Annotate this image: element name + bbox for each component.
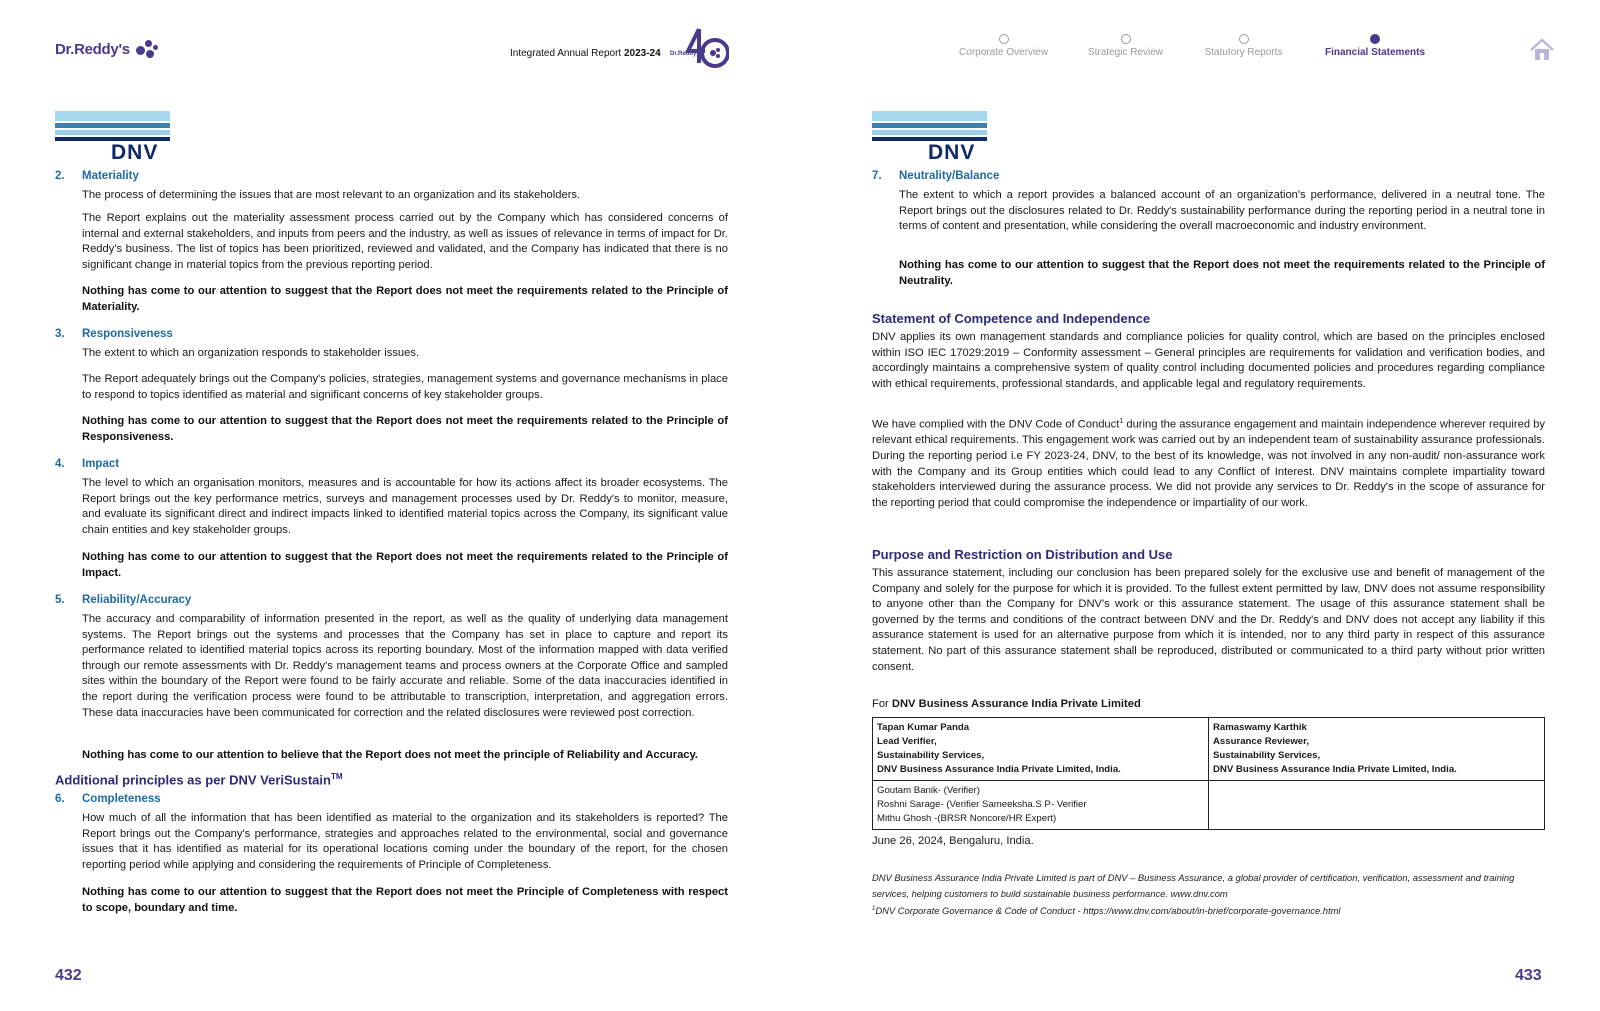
- empty-cell: [1209, 781, 1545, 830]
- dnv-logo: DNV: [55, 111, 170, 163]
- date-place: June 26, 2024, Bengaluru, India.: [872, 835, 1034, 847]
- competence-heading: Statement of Competence and Independence: [872, 311, 1151, 326]
- conclusion: Nothing has come to our attention to suggest that the Report does not meet the requirements related to the Principle of Impact.: [82, 551, 728, 579]
- conclusion: Nothing has come to our attention to suggest that the Report does not meet the requirements related to the Principle of Neutrality.: [899, 259, 1545, 287]
- paragraph: The accuracy and comparability of information presented in the report, as well as the quality of underlying data management systems. The Report brings out the systems and processes that the Company has set in place to capture and report its performance related to identified material topics across its reporting boundary. Most of the information mapped with data verified through our remote assessments with Dr. Reddy's management teams and process owners at the Corporate Office and sampled sites within the boundary of the Report were found to be fairly accurate and reliable. Some of the data inaccuracies identified in the report during the verification process were found to be attributable to transcription, interpretation, and aggregation errors. These data inaccuracies have been communicated for correction and the related disclosures were reviewed post correction.: [82, 613, 728, 719]
- brand-dots-icon: [134, 38, 160, 60]
- section-title-responsiveness: Responsiveness: [82, 328, 173, 340]
- page-number-left: 432: [55, 967, 82, 984]
- for-company-line: For DNV Business Assurance India Private Limited: [872, 698, 1141, 710]
- anniversary-logo-text: Dr.Reddy's: [670, 51, 702, 57]
- signatory-assurance-reviewer: Ramaswamy Karthik Assurance Reviewer, Sustainability Services, DNV Business Assurance India Private Limited, India.: [1209, 718, 1545, 781]
- nav-dot-active-icon: [1370, 34, 1380, 44]
- paragraph: The process of determining the issues that are most relevant to an organization and its stakeholders.: [82, 189, 581, 201]
- paragraph: The extent to which a report provides a balanced account of an organization's performance, delivered in a neutral tone. The Report brings out the disclosures related to Dr. Reddy's sustainability performance during the reporting period in a neutral tone in terms of content and presentation, while considering the overall macroeconomic and industry environment.: [899, 189, 1545, 233]
- brand-name: Dr.Reddy's: [55, 40, 130, 58]
- section-title-materiality: Materiality: [82, 170, 139, 182]
- brand-logo[interactable]: [55, 38, 160, 60]
- section-number: 7.: [872, 170, 882, 182]
- paragraph: We have complied with the DNV Code of Conduct$^1$ during the assurance engagement and maintain independence wherever required by relevant ethical requirements. This engagement work was carried out by an independent team of sustainability assurance professionals. During the reporting period i.e FY 2023-24, DNV, to the best of its knowledge, was not involved in any non-audit/ non-assurance work with the Company and its Group entities which could lead to any Conflict of Interest. DNV maintains complete impartiality toward stakeholders interviewed during the assurance process. We did not provide any services to Dr. Reddy's in the scope of assurance for the reporting period that could compromise the independence or impartiality of our work.: [872, 418, 1545, 509]
- section-number: 3.: [55, 328, 65, 340]
- section-number: 4.: [55, 458, 65, 470]
- paragraph: This assurance statement, including our conclusion has been prepared solely for the exclusive use and benefit of management of the Company and solely for the purpose for which it is provided. To the fullest extent permitted by law, DNV does not assume responsibility to anyone other than the Company for DNV's work or this assurance statement. The usage of this assurance statement shall be governed by the terms and conditions of the contract between DNV and the Dr. Reddy's and DNV does not accept any liability if this assurance statement is used for an alternative purpose from which it is intended, nor to any third party in respect of this assurance statement. No part of this assurance statement shall be reproduced, distributed or communicated to a third party without prior written consent.: [872, 567, 1545, 673]
- section-title-impact: Impact: [82, 458, 120, 470]
- dnv-logo: DNV: [872, 111, 987, 163]
- conclusion: Nothing has come to our attention to suggest that the Report does not meet the requirements related to the Principle of Materiality.: [82, 285, 728, 313]
- report-title: Integrated Annual Report 2023-24: [510, 48, 661, 59]
- page-number-right: 433: [1515, 967, 1542, 984]
- nav-dot-icon: [999, 34, 1009, 44]
- paragraph: The Report explains out the materiality assessment process carried out by the Company which has considered concerns of internal and external stakeholders, and inputs from peers and the industry, as well as issues of relevance in terms of impact for Dr. Reddy's business. The list of topics has been prioritized, reviewed and validated, and the Company has indicated that there is no significant change in material topics from the previous reporting period.: [82, 212, 728, 271]
- nav-financial-statements[interactable]: Financial Statements: [1310, 34, 1440, 64]
- section-number: 6.: [55, 793, 65, 805]
- verification-team: Goutam Banik- (Verifier) Roshni Sarage- (Verifier Sameeksha.S P- Verifier Mithu Ghosh -(BRSR Noncore/HR Expert): [873, 781, 1209, 830]
- conclusion: Nothing has come to our attention to suggest that the Report does not meet the Principle of Completeness with respect to scope, boundary and time.: [82, 886, 728, 914]
- nav-statutory-reports[interactable]: Statutory Reports: [1186, 34, 1301, 64]
- paragraph: How much of all the information that has been identified as material to the organization and its stakeholders is reported? The Report brings out the Company's performance, strategies and approaches related to the environmental, social and governance issues that it has identified as material for its operational locations coming under the boundary of the report, for the chosen reporting period while applying and considering the requirements of Principle of Completeness.: [82, 812, 728, 871]
- paragraph: The Report adequately brings out the Company's policies, strategies, management systems and governance mechanisms in place to respond to topics identified as material and significant concerns of key stakeholder groups.: [82, 373, 728, 401]
- purpose-heading: Purpose and Restriction on Distribution and Use: [872, 547, 1173, 562]
- anniversary-logo: [685, 27, 729, 69]
- signatory-lead-verifier: Tapan Kumar Panda Lead Verifier, Sustainability Services, DNV Business Assurance India Private Limited, India.: [873, 718, 1209, 781]
- footnote-dnv: DNV Business Assurance India Private Limited is part of DNV – Business Assurance, a global provider of certification, verification, assessment and training services, helping customers to build sustainable business performance. www.dnv.com: [872, 872, 1515, 899]
- paragraph: DNV applies its own management standards and compliance policies for quality control, which are based on the principles enclosed within ISO IEC 17029:2019 – Conformity assessment – General principles are requirements for validation and verification bodies, and accordingly maintains a comprehensive system of quality control including documented policies and procedures regarding compliance with ethical requirements, professional standards, and applicable legal and regulatory requirements.: [872, 331, 1545, 390]
- nav-corporate-overview[interactable]: Corporate Overview: [946, 34, 1061, 64]
- conclusion: Nothing has come to our attention to believe that the Report does not meet the principle of Reliability and Accuracy.: [82, 749, 699, 761]
- conclusion: Nothing has come to our attention to suggest that the Report does not meet the requirements related to the Principle of Responsiveness.: [82, 415, 728, 443]
- home-icon[interactable]: [1529, 38, 1555, 62]
- section-number: 2.: [55, 170, 65, 182]
- section-number: 5.: [55, 594, 65, 606]
- nav-dot-icon: [1121, 34, 1131, 44]
- signatory-table: [872, 717, 1545, 830]
- nav-dot-icon: [1239, 34, 1249, 44]
- footnote-code-of-conduct: $^1$DNV Corporate Governance & Code of Conduct - https://www.dnv.com/about/in-brief/corporate-governance.html: [872, 905, 1341, 917]
- section-title-neutrality: Neutrality/Balance: [899, 170, 1000, 182]
- nav-strategic-review[interactable]: Strategic Review: [1068, 34, 1183, 64]
- paragraph: The level to which an organisation monitors, measures and is accountable for how its actions affect its broader ecosystems. The Report brings out the key performance metrics, surveys and management processes used by Dr. Reddy's to monitor, measure, and evaluate its significant direct and indirect impacts linked to identified material topics across the Company, its significant value chain entities and key stakeholder groups.: [82, 477, 728, 536]
- additional-principles-heading: Additional principles as per DNV VeriSustain™: [55, 772, 343, 788]
- paragraph: The extent to which an organization responds to stakeholder issues.: [82, 347, 420, 359]
- section-title-completeness: Completeness: [82, 793, 161, 805]
- section-title-reliability: Reliability/Accuracy: [82, 594, 192, 606]
